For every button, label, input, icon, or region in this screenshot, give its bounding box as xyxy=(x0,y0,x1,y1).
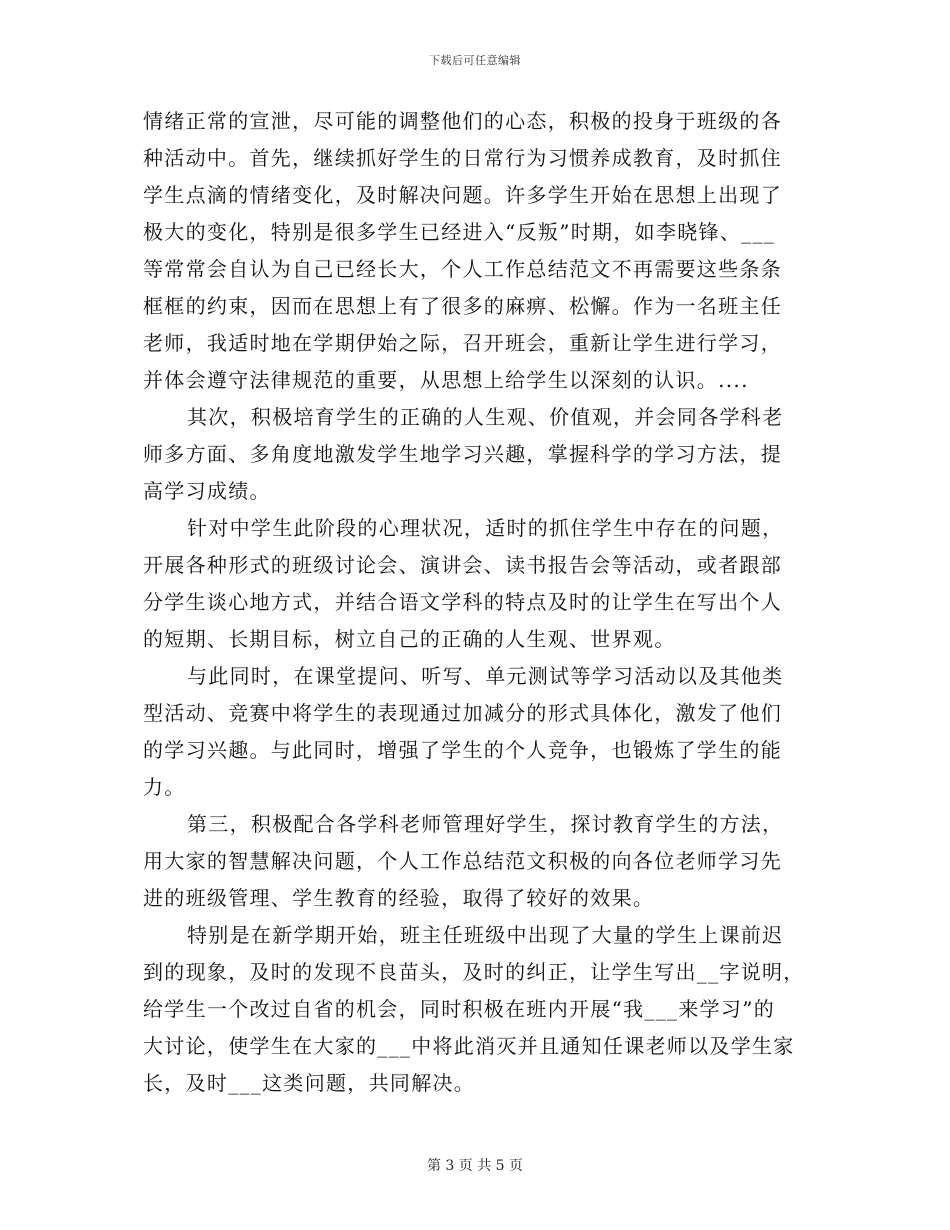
text-line: 师多方面、多角度地激发学生地学习兴趣，掌握科学的学习方法，提 xyxy=(143,442,782,466)
document-body xyxy=(143,103,803,1102)
text-line: 的短期、长期目标，树立自己的正确的人生观、世界观。 xyxy=(143,627,676,651)
text-line: 型活动、竞赛中将学生的表现通过加减分的形式具体化，激发了他们 xyxy=(143,701,782,725)
text-line: 其次，积极培育学生的正确的人生观、价值观，并会同各学科老 xyxy=(187,405,784,429)
page-number-footer: 第 3 页 共 5 页 xyxy=(426,1158,524,1174)
text-line: 与此同时，在课堂提问、听写、单元测试等学习活动以及其他类 xyxy=(187,664,784,688)
text-line: 等常常会自认为自己已经长大，个人工作总结范文不再需要这些条条 xyxy=(143,257,782,281)
text-line: 开展各种形式的班级讨论会、演讲会、读书报告会等活动，或者跟部 xyxy=(143,553,782,577)
text-line: 的学习兴趣。与此同时，增强了学生的个人竞争，也锻炼了学生的能 xyxy=(143,738,782,762)
text-line: 特别是在新学期开始，班主任班级中出现了大量的学生上课前迟 xyxy=(187,923,784,947)
text-line: 分学生谈心地方式，并结合语文学科的特点及时的让学生在写出个人 xyxy=(143,590,782,614)
text-line: 针对中学生此阶段的心理状况，适时的抓住学生中存在的问题， xyxy=(187,516,784,540)
page-header: 下载后可任意编辑 xyxy=(429,54,521,67)
text-line: 并体会遵守法律规范的重要，从思想上给学生以深刻的认识。.... xyxy=(143,368,749,392)
text-line: 给学生一个改过自省的机会，同时积极在班内开展“我___来学习”的 xyxy=(143,997,776,1021)
text-line: 第三，积极配合各学科老师管理好学生，探讨教育学生的方法， xyxy=(187,812,784,836)
text-line: 情绪正常的宣泄，尽可能的调整他们的心态，积极的投身于班级的各 xyxy=(143,109,782,133)
text-line: 高学习成绩。 xyxy=(143,479,271,503)
text-line: 力。 xyxy=(143,775,186,799)
text-line: 种活动中。首先，继续抓好学生的日常行为习惯养成教育，及时抓住 xyxy=(143,146,782,170)
text-line: 极大的变化，特别是很多学生已经进入“反叛”时期，如李晓锋、___ xyxy=(143,220,776,244)
text-line: 进的班级管理、学生教育的经验，取得了较好的效果。 xyxy=(143,886,655,910)
text-line: 到的现象，及时的发现不良苗头，及时的纠正，让学生写出__字说明， xyxy=(143,960,805,984)
text-line: 老师，我适时地在学期伊始之际，召开班会，重新让学生进行学习， xyxy=(143,331,782,355)
text-line: 长，及时___这类问题，共同解决。 xyxy=(143,1071,476,1095)
text-line: 学生点滴的情绪变化，及时解决问题。许多学生开始在思想上出现了 xyxy=(143,183,782,207)
text-line: 大讨论，使学生在大家的___中将此消灭并且通知任课老师以及学生家 xyxy=(143,1034,795,1058)
text-line: 用大家的智慧解决问题，个人工作总结范文积极的向各位老师学习先 xyxy=(143,849,782,873)
text-line: 框框的约束，因而在思想上有了很多的麻痹、松懈。作为一名班主任 xyxy=(143,294,782,318)
